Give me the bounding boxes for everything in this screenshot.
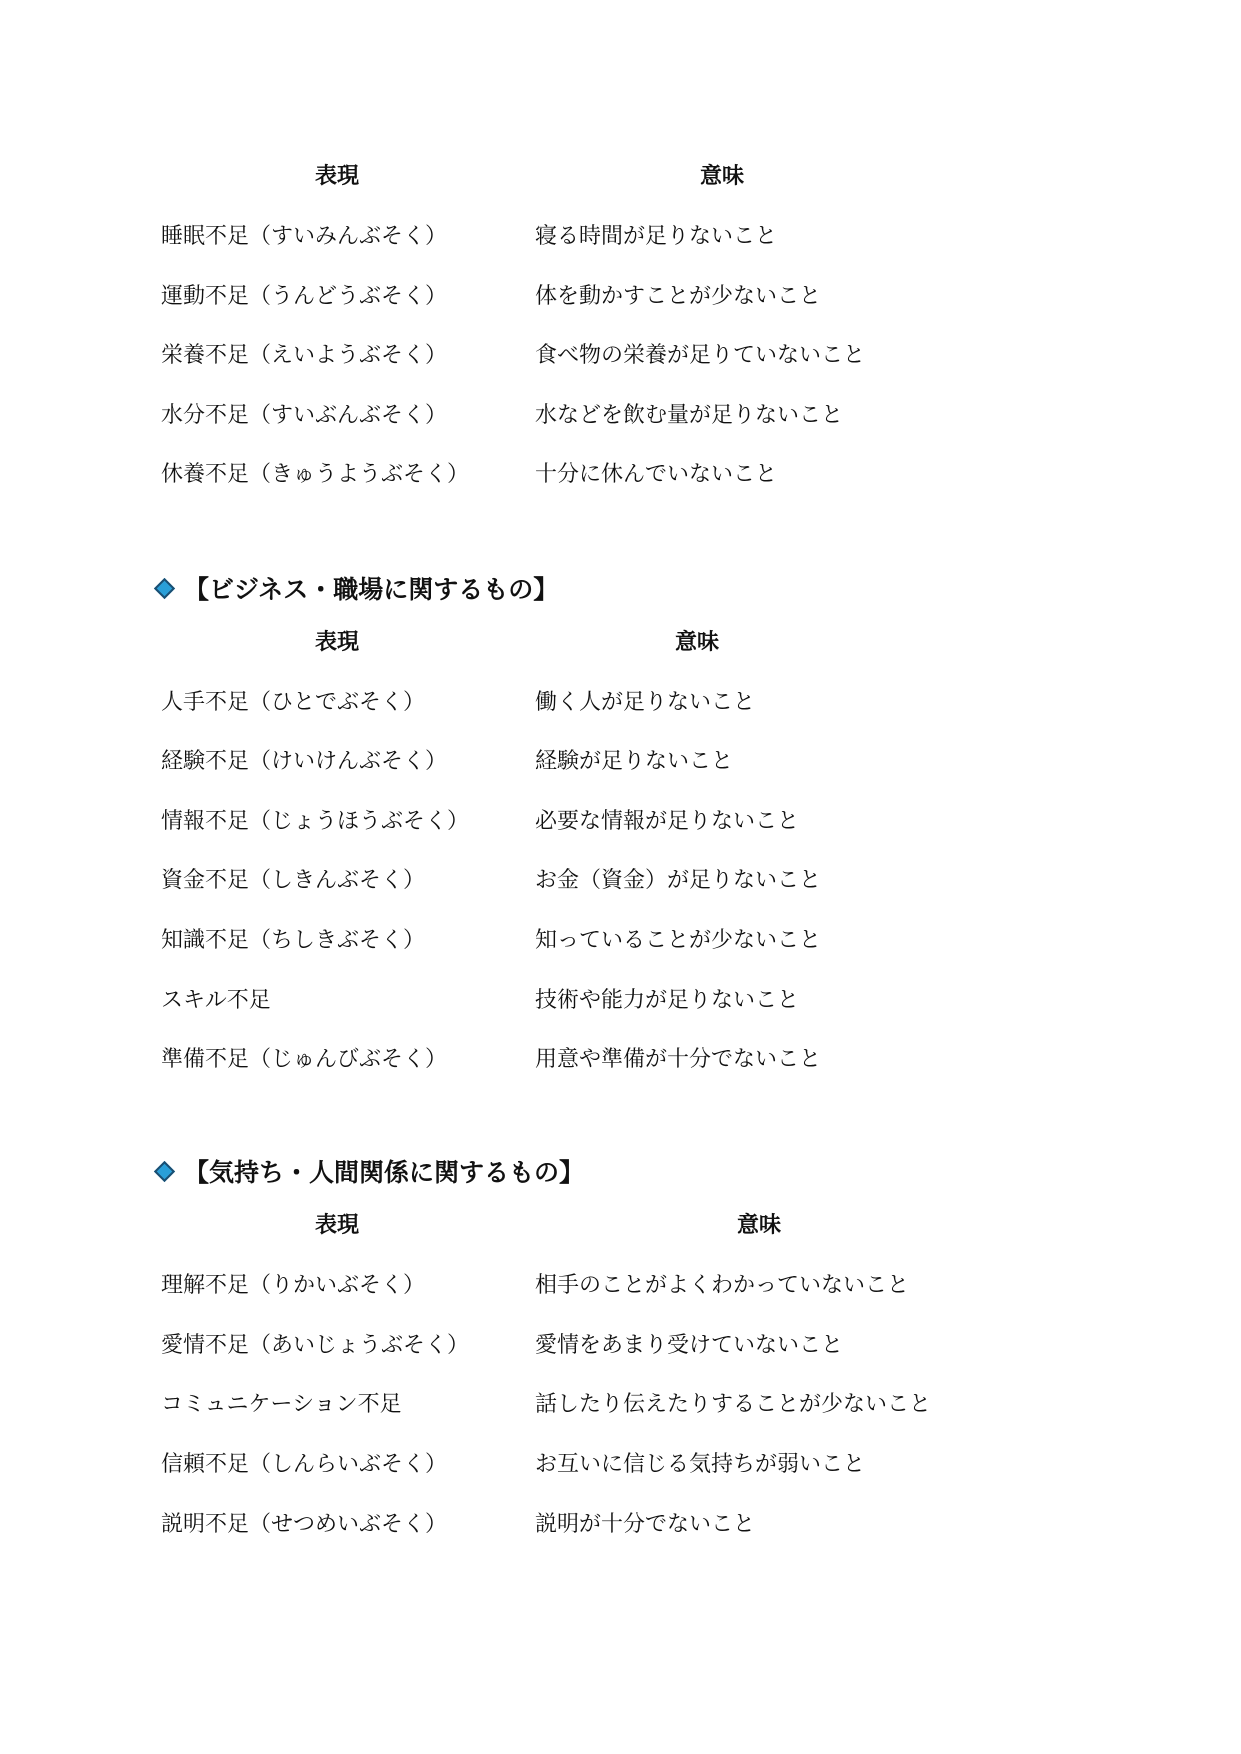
table-row [0, 222, 1241, 252]
expression-cell: 水分不足（すいぶんぶそく） [161, 403, 448, 428]
meaning-cell: 必要な情報が足りないこと [535, 809, 800, 834]
meaning-cell: 用意や準備が十分でないこと [535, 1047, 822, 1072]
table-row [0, 1331, 1241, 1361]
column-header-expression: 表現 [315, 1213, 360, 1238]
table-row [0, 341, 1241, 371]
expression-cell: 休養不足（きゅうようぶそく） [161, 462, 470, 487]
meaning-cell: 話したり伝えたりすることが少ないこと [535, 1392, 932, 1417]
table-row [0, 807, 1241, 837]
meaning-cell: 経験が足りないこと [535, 749, 734, 774]
expression-cell: 情報不足（じょうほうぶそく） [161, 809, 470, 834]
meaning-cell: 愛情をあまり受けていないこと [535, 1333, 844, 1358]
column-header-expression: 表現 [315, 630, 360, 655]
column-header-meaning: 意味 [675, 630, 720, 655]
expression-cell: 栄養不足（えいようぶそく） [161, 343, 448, 368]
meaning-cell: お互いに信じる気持ちが弱いこと [535, 1452, 866, 1477]
expression-cell: スキル不足 [161, 988, 271, 1013]
expression-cell: 人手不足（ひとでぶそく） [161, 690, 426, 715]
table-row [0, 1045, 1241, 1075]
expression-cell: 説明不足（せつめいぶそく） [161, 1512, 448, 1537]
table-row [0, 926, 1241, 956]
section-heading-text: 【ビジネス・職場に関するもの】 [184, 575, 559, 604]
meaning-cell: 相手のことがよくわかっていないこと [535, 1273, 910, 1298]
expression-cell: 理解不足（りかいぶそく） [161, 1273, 426, 1298]
meaning-cell: 知っていることが少ないこと [535, 928, 822, 953]
column-header-expression: 表現 [315, 164, 360, 189]
column-header-meaning: 意味 [737, 1213, 782, 1238]
expression-cell: 経験不足（けいけんぶそく） [161, 749, 448, 774]
meaning-cell: 技術や能力が足りないこと [535, 988, 800, 1013]
table-row [0, 460, 1241, 490]
meaning-cell: 食べ物の栄養が足りていないこと [535, 343, 866, 368]
expression-cell: 資金不足（しきんぶそく） [161, 868, 426, 893]
meaning-cell: お金（資金）が足りないこと [535, 868, 822, 893]
expression-cell: 知識不足（ちしきぶそく） [161, 928, 426, 953]
diamond-bullet-icon [154, 577, 175, 598]
expression-cell: 準備不足（じゅんびぶそく） [161, 1047, 448, 1072]
table-row [0, 1390, 1241, 1420]
table-row [0, 986, 1241, 1016]
section-heading [154, 1153, 584, 1189]
table-row [0, 1510, 1241, 1540]
table-row [0, 747, 1241, 777]
meaning-cell: 水などを飲む量が足りないこと [535, 403, 844, 428]
table-row [0, 1271, 1241, 1301]
expression-cell: 信頼不足（しんらいぶそく） [161, 1452, 448, 1477]
meaning-cell: 説明が十分でないこと [535, 1512, 756, 1537]
diamond-bullet-icon [154, 1160, 175, 1181]
table-row [0, 1450, 1241, 1480]
section-heading [154, 570, 558, 606]
meaning-cell: 十分に休んでいないこと [535, 462, 778, 487]
meaning-cell: 体を動かすことが少ないこと [535, 284, 822, 309]
expression-cell: 愛情不足（あいじょうぶそく） [161, 1333, 470, 1358]
meaning-cell: 寝る時間が足りないこと [535, 224, 778, 249]
table-row [0, 688, 1241, 718]
table-row [0, 282, 1241, 312]
section-heading-text: 【気持ち・人間関係に関するもの】 [184, 1158, 585, 1187]
column-header-meaning: 意味 [700, 164, 745, 189]
meaning-cell: 働く人が足りないこと [535, 690, 756, 715]
table-row [0, 401, 1241, 431]
expression-cell: 運動不足（うんどうぶそく） [161, 284, 448, 309]
table-row [0, 866, 1241, 896]
expression-cell: 睡眠不足（すいみんぶそく） [161, 224, 448, 249]
expression-cell: コミュニケーション不足 [161, 1392, 402, 1417]
